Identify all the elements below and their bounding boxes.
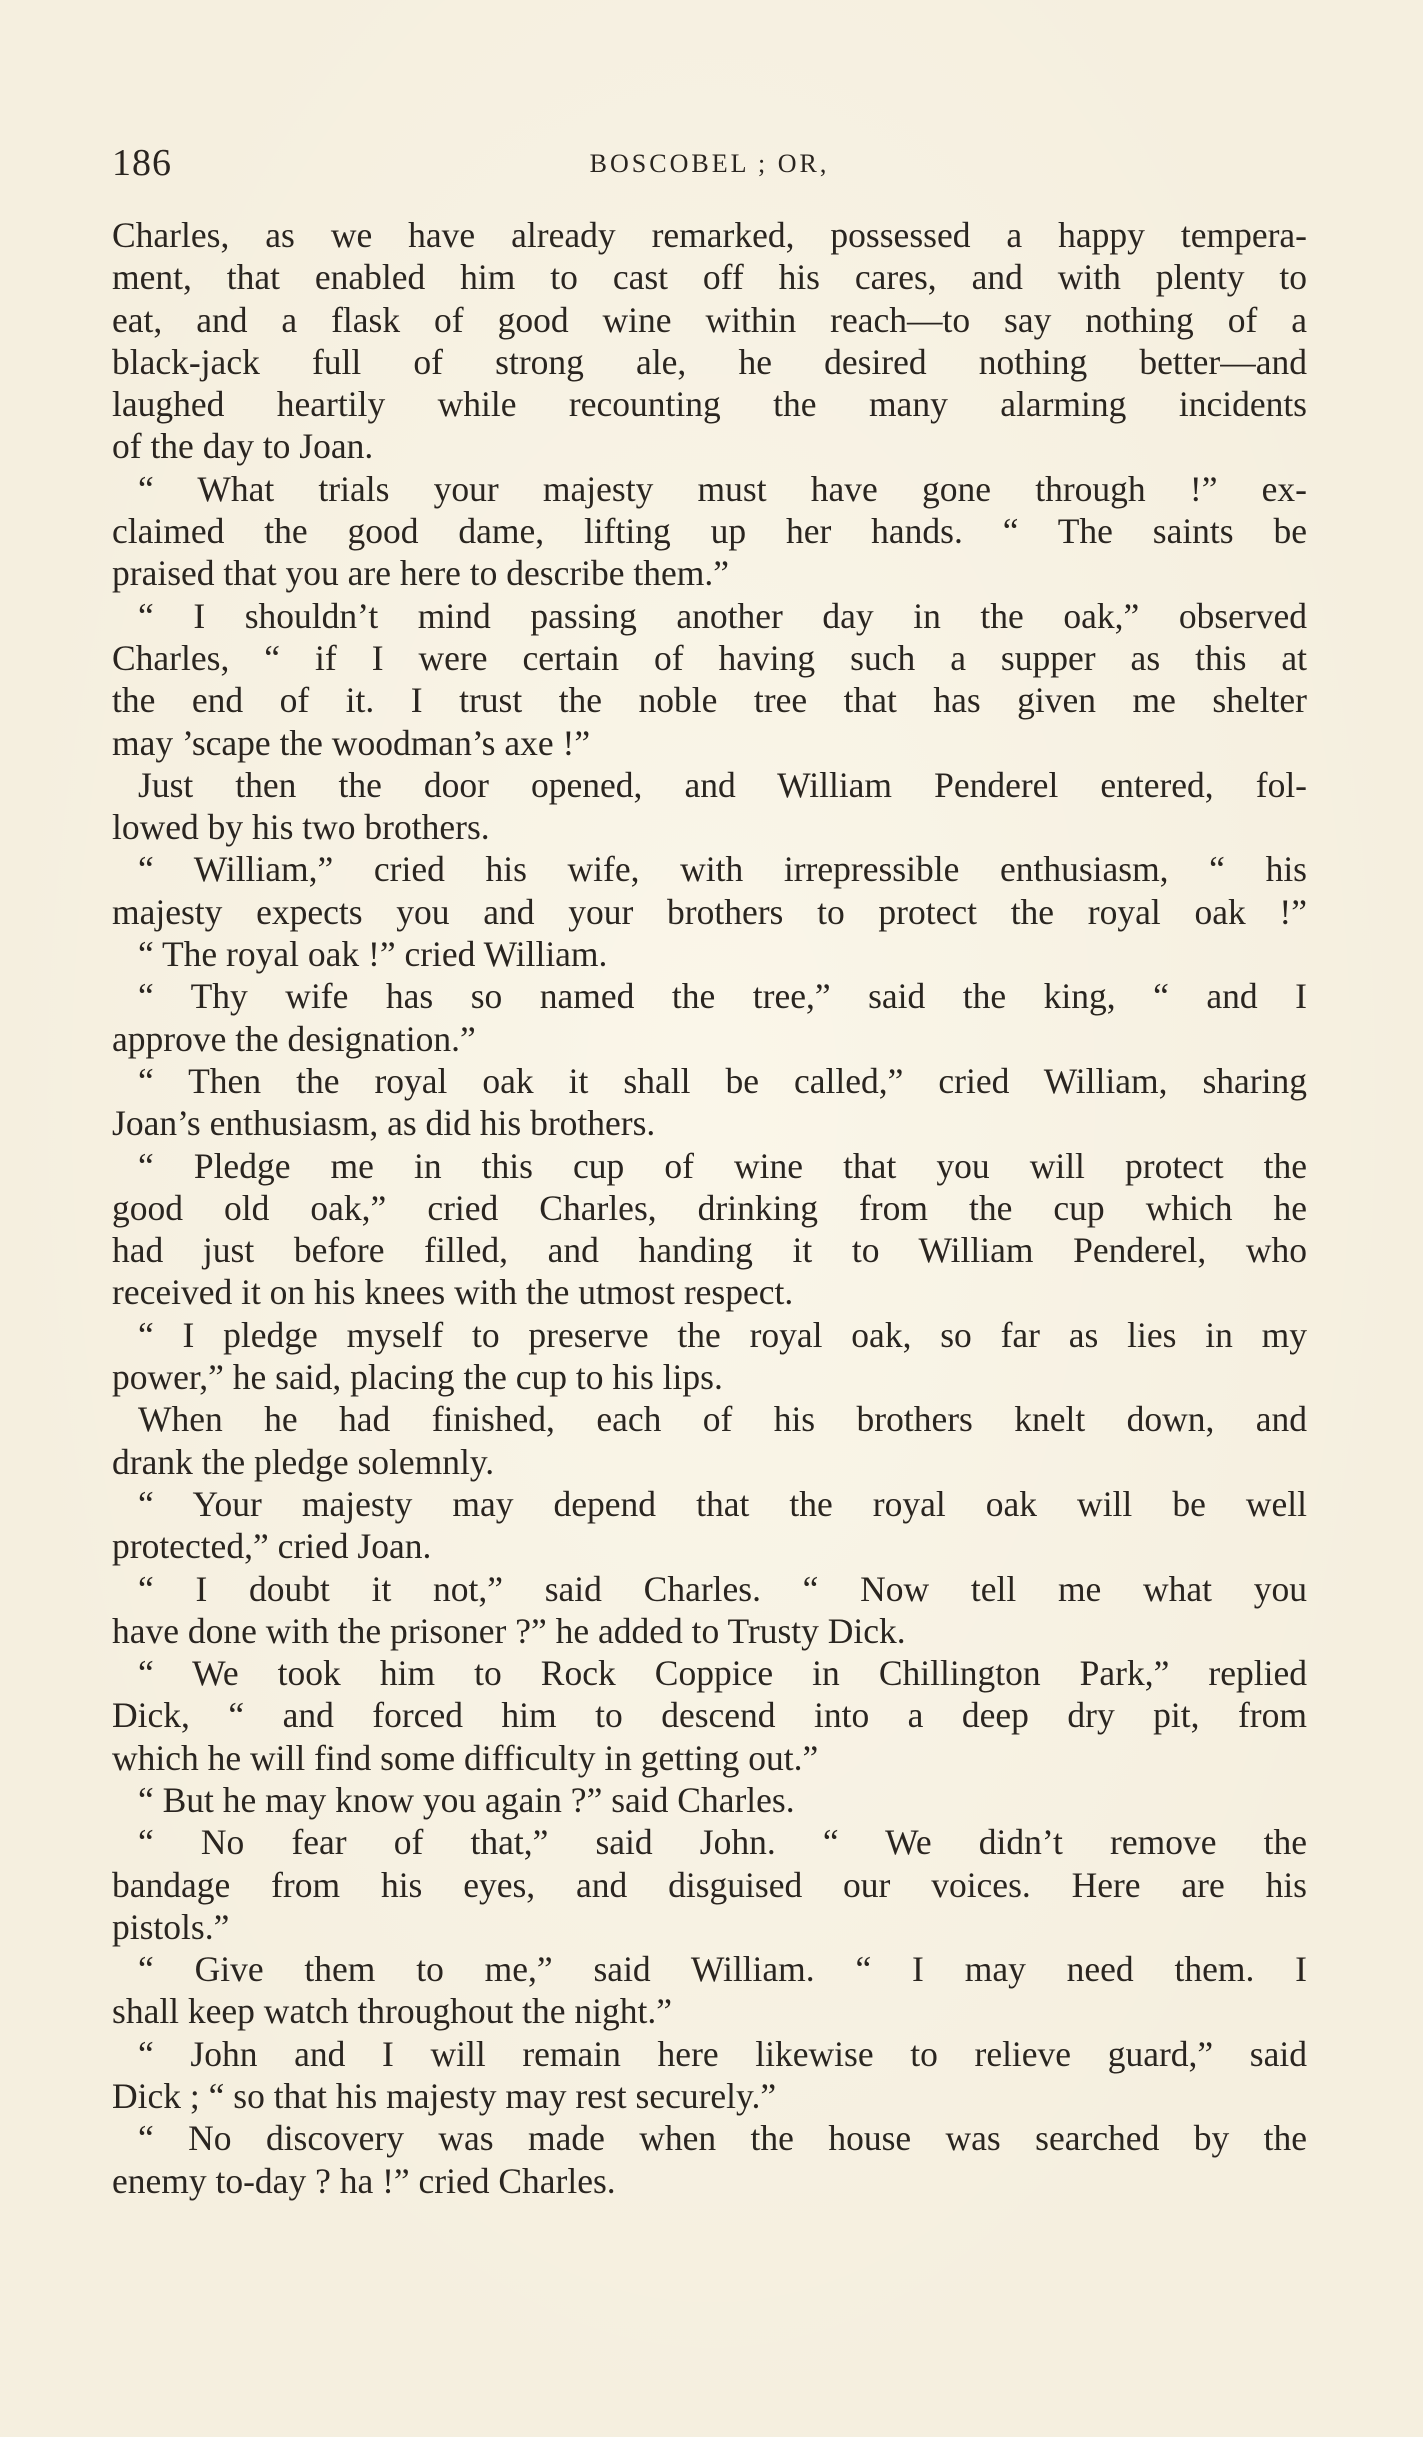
running-title: BOSCOBEL ; OR, <box>589 149 830 178</box>
running-header <box>112 138 1307 188</box>
text-line: have done with the prisoner ?” he added to Trusty Dick. <box>112 1610 906 1651</box>
text-line: claimed the good dame, lifting up her hands. “ The saints be <box>112 511 1307 552</box>
text-line: laughed heartily while recounting the many alarming incidents <box>112 384 1307 425</box>
text-line: drank the pledge solemnly. <box>112 1441 495 1482</box>
text-line: “ Thy wife has so named the tree,” said the king, “ and I <box>138 976 1307 1017</box>
text-line: bandage from his eyes, and disguised our voices. Here are his <box>112 1864 1307 1905</box>
text-line: enemy to-day ? ha !” cried Charles. <box>112 2160 616 2201</box>
text-line: “ I pledge myself to preserve the royal oak, so far as lies in my <box>138 1314 1307 1355</box>
text-line: “ William,” cried his wife, with irrepressible enthusiasm, “ his <box>138 849 1307 890</box>
text-line: “ I doubt it not,” said Charles. “ Now tell me what you <box>138 1568 1307 1609</box>
text-line: Charles, “ if I were certain of having such a supper as this at <box>112 637 1307 678</box>
text-line: Charles, as we have already remarked, possessed a happy tempera- <box>112 215 1307 255</box>
text-line: “ John and I will remain here likewise to relieve guard,” said <box>138 2033 1307 2074</box>
text-line: had just before filled, and handing it to William Penderel, who <box>112 1230 1307 1271</box>
text-line: ment, that enabled him to cast off his cares, and with plenty to <box>112 257 1307 298</box>
text-line: the end of it. I trust the noble tree that has given me shelter <box>112 680 1307 721</box>
page-number: 186 <box>112 142 172 184</box>
text-line: received it on his knees with the utmost respect. <box>112 1272 794 1313</box>
text-line: lowed by his two brothers. <box>112 807 490 848</box>
text-line: may ’scape the woodman’s axe !” <box>112 722 591 763</box>
text-line: power,” he said, placing the cup to his lips. <box>112 1357 723 1398</box>
text-line: Just then the door opened, and William Penderel entered, fol- <box>138 764 1307 805</box>
text-line: “ No discovery was made when the house was searched by the <box>138 2118 1307 2159</box>
text-line: pistols.” <box>112 1906 230 1947</box>
text-line: protected,” cried Joan. <box>112 1526 432 1567</box>
text-line: “ But he may know you again ?” said Charles. <box>138 1779 795 1820</box>
text-line: black-jack full of strong ale, he desired nothing better—and <box>112 341 1307 382</box>
text-line: praised that you are here to describe them.” <box>112 553 730 594</box>
text-line: “ Pledge me in this cup of wine that you will protect the <box>138 1145 1307 1186</box>
text-line: “ I shouldn’t mind passing another day in the oak,” observed <box>138 595 1307 636</box>
text-line: Dick ; “ so that his majesty may rest securely.” <box>112 2076 777 2117</box>
text-line: Joan’s enthusiasm, as did his brothers. <box>112 1103 656 1144</box>
text-line: which he will find some difficulty in getting out.” <box>112 1737 819 1778</box>
text-line: “ The royal oak !” cried William. <box>138 934 608 975</box>
text-line: “ No fear of that,” said John. “ We didn’t remove the <box>138 1822 1307 1863</box>
text-line: When he had finished, each of his brothers knelt down, and <box>138 1399 1307 1440</box>
text-line: “ We took him to Rock Coppice in Chillington Park,” replied <box>138 1653 1307 1694</box>
text-line: Dick, “ and forced him to descend into a deep dry pit, from <box>112 1695 1307 1736</box>
text-line: shall keep watch throughout the night.” <box>112 1991 672 2032</box>
text-line: “ Then the royal oak it shall be called,” cried William, sharing <box>138 1060 1307 1101</box>
text-line: eat, and a flask of good wine within reach—to say nothing of a <box>112 299 1307 340</box>
text-line: good old oak,” cried Charles, drinking from the cup which he <box>112 1187 1307 1228</box>
text-line: “ Give them to me,” said William. “ I may need them. I <box>138 1949 1307 1990</box>
text-line: of the day to Joan. <box>112 426 374 467</box>
text-line: “ Your majesty may depend that the royal oak will be well <box>138 1483 1307 1524</box>
body-text <box>112 214 1307 2202</box>
text-line: approve the designation.” <box>112 1018 476 1059</box>
text-line: majesty expects you and your brothers to protect the royal oak !” <box>112 891 1307 932</box>
text-line: “ What trials your majesty must have gone through !” ex- <box>138 468 1307 509</box>
